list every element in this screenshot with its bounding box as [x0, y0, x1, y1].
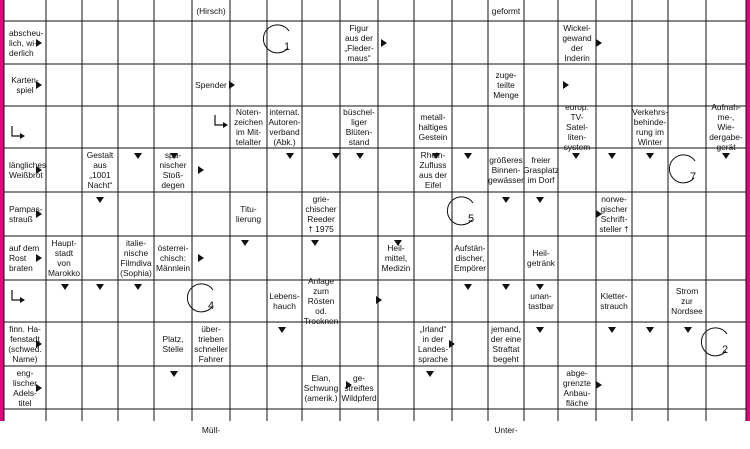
direction-arrow-icon [198, 254, 204, 262]
direction-arrow-icon [502, 197, 510, 203]
clue-cell: abge- grenzte Anbau- fläche [563, 367, 591, 408]
clue-cell: freier Grasplatz im Dorf [523, 155, 559, 185]
direction-arrow-icon [646, 327, 654, 333]
direction-arrow-icon [596, 39, 602, 47]
clue-cell: metall- haltiges Gestein [418, 112, 448, 142]
clue-cell: Noten- zeichen im Mit- telalter [234, 107, 263, 147]
turn-arrow-head-icon [20, 297, 25, 303]
clue-cell: Rhein- Zufluss aus der Eifel [419, 150, 447, 190]
clue-cell: geformt [491, 5, 521, 16]
clue-cell: österrei- chisch: Männlein [156, 243, 190, 273]
direction-arrow-icon [536, 327, 544, 333]
clue-cell: zuge- teilte Menge [493, 70, 519, 100]
clue-cell: jemand, der eine Straftat begeht [490, 324, 522, 364]
direction-arrow-icon [426, 371, 434, 377]
direction-arrow-icon [684, 327, 692, 333]
direction-arrow-icon [722, 153, 730, 159]
clue-cell: spa- nischer Stoß- degen [159, 150, 187, 190]
clue-cell: Anlage zum Rösten od. Trocknen [303, 276, 339, 326]
turn-arrow-icon [12, 126, 20, 136]
clue-cell: Figur aus der „Fleder- maus“ [344, 22, 374, 63]
clue-cell: über- trieben schneller Fahrer [194, 324, 228, 364]
direction-arrow-icon [229, 81, 235, 89]
direction-arrow-icon [96, 197, 104, 203]
clue-cell: büschel- liger Blüten- stand [343, 107, 375, 147]
clue-cell: „Irland“ in der Landes- sprache [417, 324, 449, 364]
direction-arrow-icon [134, 153, 142, 159]
turn-arrow-icon [12, 290, 20, 300]
direction-arrow-icon [572, 153, 580, 159]
solution-number: 1 [284, 41, 291, 53]
direction-arrow-icon [376, 296, 382, 304]
direction-arrow-icon [596, 381, 602, 389]
turn-arrow-icon [215, 115, 223, 125]
direction-arrow-icon [356, 153, 364, 159]
direction-arrow-icon [61, 284, 69, 290]
clue-cell: Strom zur Nordsee [671, 286, 703, 316]
clue-cell: Elan, Schwung (amerik.) [303, 372, 339, 403]
clue-cell: Lebens- hauch [269, 291, 300, 311]
clue-cell: Titu- lierung [235, 204, 262, 224]
clue-cell: Gestalt aus „1001 Nacht“ [86, 150, 114, 190]
direction-arrow-icon [170, 371, 178, 377]
clue-cell: auf dem Rost braten [9, 243, 40, 273]
direction-arrow-icon [536, 197, 544, 203]
clue-cell: unan- tastbar [528, 291, 554, 311]
clue-cell: internat. Autoren- verband (Abk.) [268, 107, 301, 147]
clue-cell: Heil- getränk [527, 248, 555, 268]
clue-cell: Aufstän- discher, Empörer [453, 243, 487, 273]
direction-arrow-icon [241, 240, 249, 246]
clue-cell: Unter- [494, 424, 518, 435]
clue-cell: Kletter- strauch [600, 291, 628, 311]
clue-cell: Wickel- gewand der Inderin [562, 22, 592, 63]
solution-number: 5 [468, 213, 475, 225]
direction-arrow-icon [608, 153, 616, 159]
direction-arrow-icon [286, 153, 294, 159]
clue-cell: abscheu- lich, wi- derlich [9, 27, 44, 58]
clue-cell: Heil- mittel, Medizin [381, 243, 411, 273]
clue-cell: Karten- spiel [11, 75, 39, 95]
clue-cell: größeres Binnen- gewässer [488, 155, 524, 185]
clue-cell: Haupt- stadt von Marokko [47, 238, 81, 278]
clue-cell: europ. TV- Satel- liten- system [563, 102, 591, 152]
direction-arrow-icon [278, 327, 286, 333]
clue-cell: Verkehrs- behinde- rung im Winter [632, 107, 668, 147]
direction-arrow-icon [332, 153, 340, 159]
clue-cell: (Hirsch) [196, 5, 226, 16]
direction-arrow-icon [96, 284, 104, 290]
clue-cell: eng- lischer Adels- titel [12, 367, 38, 408]
turn-arrow-head-icon [20, 133, 25, 139]
clue-cell: Platz, Stelle [162, 334, 184, 354]
direction-arrow-icon [502, 284, 510, 290]
clue-cell: grie- chischer Reeder † 1975 [305, 194, 337, 234]
direction-arrow-icon [311, 240, 319, 246]
clue-cell: ge- streiftes Wildpferd [341, 372, 377, 403]
turn-arrow-head-icon [223, 122, 228, 128]
clue-cell: finn. Ha- fenstadt (schwed. Name) [8, 324, 42, 364]
direction-arrow-icon [381, 39, 387, 47]
direction-arrow-icon [198, 166, 204, 174]
clue-cell: italie- nische Filmdiva (Sophia) [120, 238, 152, 278]
direction-arrow-icon [608, 327, 616, 333]
clue-cell: Pampas- strauß [9, 204, 43, 224]
direction-arrow-icon [464, 153, 472, 159]
direction-arrow-icon [464, 284, 472, 290]
direction-arrow-icon [563, 81, 569, 89]
clue-cell: Müll- [201, 424, 221, 435]
clue-cell: Aufnah- me-, Wie- dergabe- gerät [709, 102, 743, 152]
solution-number: 4 [208, 300, 215, 312]
solution-number: 7 [690, 171, 697, 183]
clue-cell: Spender [195, 80, 227, 90]
direction-arrow-icon [646, 153, 654, 159]
clue-cell: längliches Weißbrot [9, 160, 47, 180]
clue-cell: norwe- gischer Schrift- steller † [599, 194, 629, 234]
direction-arrow-icon [134, 284, 142, 290]
solution-number: 2 [722, 344, 729, 356]
